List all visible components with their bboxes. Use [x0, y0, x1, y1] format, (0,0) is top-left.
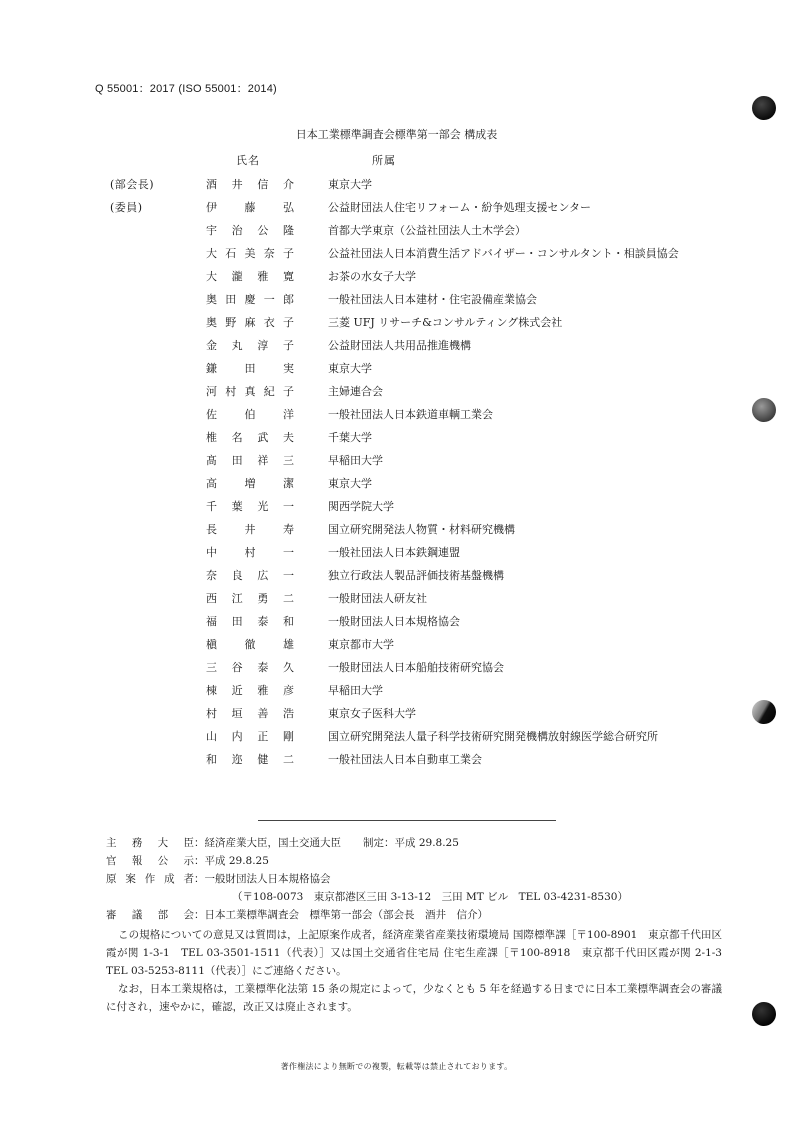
member-row [0, 385, 793, 408]
member-name: 奥野麻衣子 [206, 316, 294, 329]
member-affiliation: 首都大学東京（公益社団法人土木学会） [328, 224, 526, 237]
member-affiliation: 東京大学 [328, 362, 372, 375]
member-row [0, 431, 793, 454]
member-row [0, 500, 793, 523]
member-row [0, 638, 793, 661]
member-name: 三谷泰久 [206, 661, 294, 674]
drafter-value: ：一般財団法人日本規格協会 [194, 873, 331, 885]
member-affiliation: 一般社団法人日本鉄鋼連盟 [328, 546, 460, 559]
member-row [0, 730, 793, 753]
column-header-name: 氏名 [236, 154, 260, 167]
minister-line [106, 836, 459, 850]
member-affiliation: 一般社団法人日本自動車工業会 [328, 753, 482, 766]
gazette-value: ：平成 29.8.25 [194, 855, 269, 867]
divider [258, 820, 556, 821]
gazette-label: 官報公示 [106, 855, 194, 867]
member-row [0, 707, 793, 730]
member-affiliation: 独立行政法人製品評価技術基盤機構 [328, 569, 504, 582]
member-affiliation: 国立研究開発法人量子科学技術研究開発機構放射線医学総合研究所 [328, 730, 658, 743]
enactment-date: 制定：平成 29.8.25 [363, 837, 459, 849]
member-name: 河村真紀子 [206, 385, 294, 398]
member-name: 和迩健二 [206, 753, 294, 766]
drafter-line [106, 872, 331, 886]
member-row [0, 477, 793, 500]
council-line [106, 908, 488, 922]
member-name: 千葉光一 [206, 500, 294, 513]
gazette-line [106, 854, 269, 868]
member-affiliation: 早稲田大学 [328, 454, 383, 467]
member-affiliation: 公益財団法人共用品推進機構 [328, 339, 471, 352]
member-affiliation: 千葉大学 [328, 431, 372, 444]
member-row [0, 293, 793, 316]
member-name: 槇徹雄 [206, 638, 294, 651]
council-value: ：日本工業標準調査会 標準第一部会（部会長 酒井 信介） [194, 909, 488, 921]
member-name: 宇治公隆 [206, 224, 294, 237]
member-name: 高増潔 [206, 477, 294, 490]
member-name: 椎名武夫 [206, 431, 294, 444]
member-name: 福田泰和 [206, 615, 294, 628]
member-affiliation: 主婦連合会 [328, 385, 383, 398]
member-name: 鎌田実 [206, 362, 294, 375]
member-row [0, 523, 793, 546]
member-row [0, 753, 793, 776]
member-role: (部会長) [110, 178, 155, 191]
member-name: 中村一 [206, 546, 294, 559]
member-affiliation: 公益財団法人住宅リフォーム・紛争処理支援センター [328, 201, 592, 214]
minister-value: ：経済産業大臣，国土交通大臣 [194, 837, 341, 849]
member-row [0, 546, 793, 569]
member-name: 大瀧雅寛 [206, 270, 294, 283]
member-name: 奥田慶一郎 [206, 293, 294, 306]
member-row [0, 454, 793, 477]
member-name: 髙田祥三 [206, 454, 294, 467]
member-role: (委員) [110, 201, 143, 214]
member-row [0, 247, 793, 270]
column-header-affiliation: 所属 [372, 154, 396, 167]
member-affiliation: 一般財団法人研友社 [328, 592, 427, 605]
standard-number: Q 55001：2017 (ISO 55001：2014) [95, 83, 277, 95]
member-row [0, 684, 793, 707]
member-row [0, 615, 793, 638]
member-affiliation: 東京女子医科大学 [328, 707, 416, 720]
member-affiliation: 三菱 UFJ リサーチ&コンサルティング株式会社 [328, 316, 563, 329]
member-affiliation: 一般財団法人日本規格協会 [328, 615, 460, 628]
member-row [0, 270, 793, 293]
member-affiliation: 国立研究開発法人物質・材料研究機構 [328, 523, 515, 536]
review-note: なお，日本工業規格は，工業標準化法第 15 条の規定によって，少なくとも 5 年を経過する日までに日本工業標準調査会の審議に付され，速やかに，確認，改正又は廃止されます。 [106, 983, 722, 1013]
member-affiliation: 関西学院大学 [328, 500, 394, 513]
member-name: 伊藤弘 [206, 201, 294, 214]
member-row [0, 362, 793, 385]
member-name: 金丸淳子 [206, 339, 294, 352]
member-row [0, 316, 793, 339]
member-affiliation: 一般社団法人日本建材・住宅設備産業協会 [328, 293, 537, 306]
copyright-notice: 著作権法により無断での複製，転載等は禁止されております。 [280, 1062, 513, 1071]
member-name: 奈良広一 [206, 569, 294, 582]
member-affiliation: 早稲田大学 [328, 684, 383, 697]
member-row [0, 661, 793, 684]
committee-title: 日本工業標準調査会標準第一部会 構成表 [295, 128, 498, 141]
member-row [0, 408, 793, 431]
binder-hole-icon [752, 1002, 776, 1026]
member-affiliation: 公益社団法人日本消費生活アドバイザー・コンサルタント・相談員協会 [328, 247, 679, 260]
member-row [0, 178, 793, 201]
member-row [0, 201, 793, 224]
member-name: 村垣善浩 [206, 707, 294, 720]
member-row [0, 339, 793, 362]
member-list [0, 178, 793, 776]
council-label: 審議部会 [106, 909, 194, 921]
member-name: 酒井信介 [206, 178, 294, 191]
notes-section [106, 926, 733, 1016]
member-name: 山内正剛 [206, 730, 294, 743]
member-name: 大石美奈子 [206, 247, 294, 260]
member-affiliation: 東京大学 [328, 477, 372, 490]
member-row [0, 569, 793, 592]
member-row [0, 592, 793, 615]
member-name: 西江勇二 [206, 592, 294, 605]
member-affiliation: お茶の水女子大学 [328, 270, 416, 283]
minister-label: 主務大臣 [106, 837, 194, 849]
member-name: 長井寿 [206, 523, 294, 536]
member-row [0, 224, 793, 247]
member-name: 佐伯洋 [206, 408, 294, 421]
member-affiliation: 東京大学 [328, 178, 372, 191]
member-name: 棟近雅彦 [206, 684, 294, 697]
drafter-label: 原案作成者 [106, 873, 194, 885]
contact-note: この規格についての意見又は質問は，上記原案作成者，経済産業省産業技術環境局 国際標準課［〒100-8901 東京都千代田区霞が関 1-3-1 TEL 03-3501-1511（代表）］又は国土交通省住宅局 住宅生産課［〒100-8918 東京都千代田区霞が関 2-1-3 TEL 03-5253-8111（代表）］にご連絡ください。 [106, 929, 733, 977]
member-affiliation: 東京都市大学 [328, 638, 394, 651]
drafter-address: （〒108-0073 東京都港区三田 3-13-12 三田 MT ビル TEL 03-4231-8530） [232, 891, 628, 903]
binder-hole-icon [752, 96, 776, 120]
member-affiliation: 一般財団法人日本船舶技術研究協会 [328, 661, 504, 674]
member-affiliation: 一般社団法人日本鉄道車輌工業会 [328, 408, 493, 421]
